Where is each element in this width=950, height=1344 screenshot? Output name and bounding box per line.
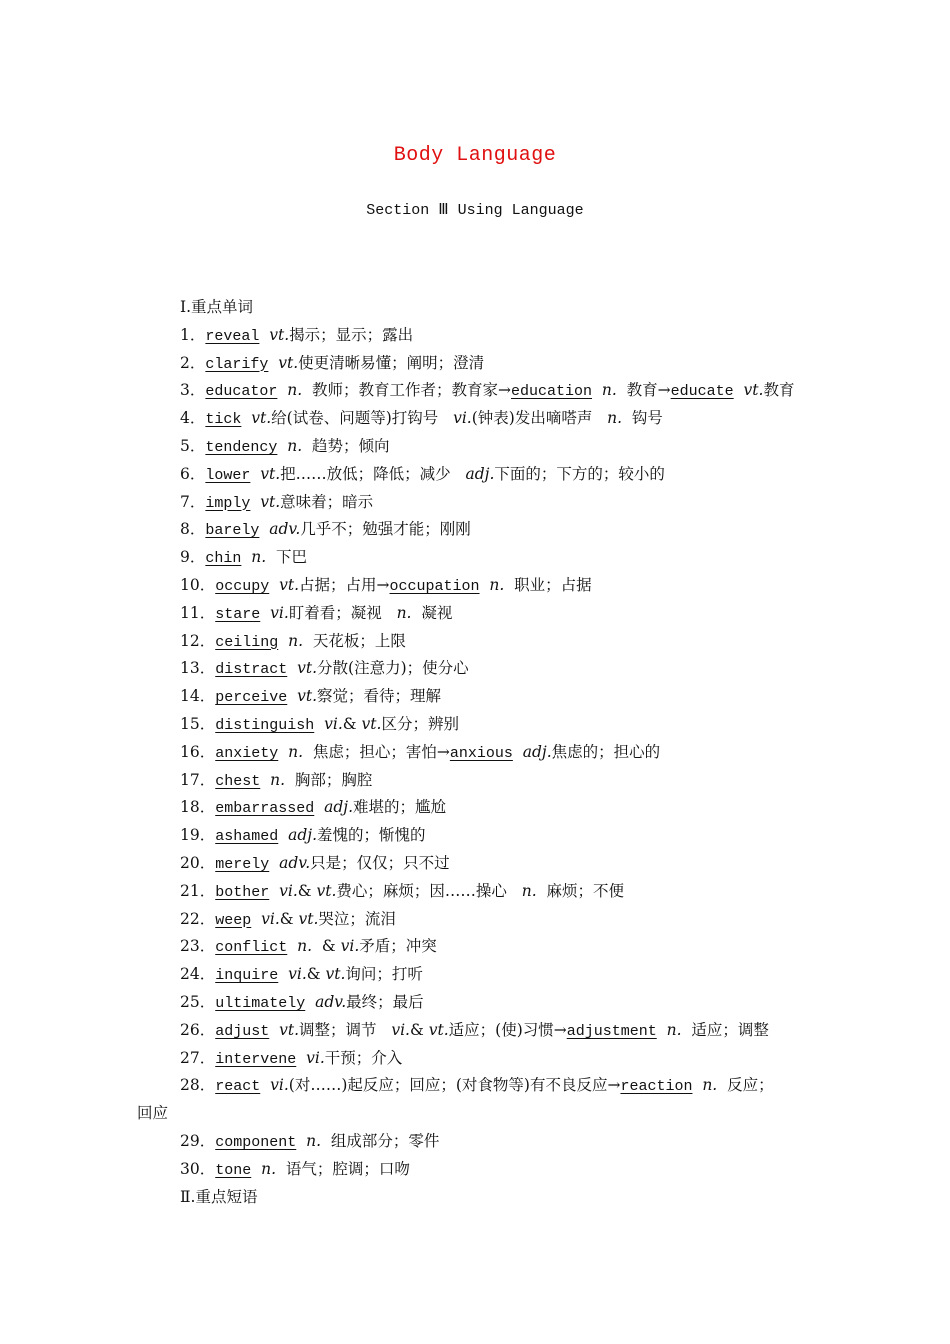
part-of-speech: adj. xyxy=(288,826,318,845)
vocab-word: distinguish xyxy=(215,716,315,734)
definition-text xyxy=(296,1049,306,1067)
part-of-speech: vt. xyxy=(278,353,299,372)
entry-number: 28． xyxy=(180,1076,216,1095)
definition-text: 适应；调整 xyxy=(681,1020,769,1039)
part-of-speech: adj. xyxy=(324,798,354,817)
part-of-speech: adv. xyxy=(315,992,347,1011)
definition-text: 胸部；胸腔 xyxy=(285,770,373,789)
part-of-speech: vi. xyxy=(270,603,289,622)
part-of-speech: adv. xyxy=(279,853,311,872)
definition-text: 羞愧的；惭愧的 xyxy=(317,826,426,845)
part-of-speech: n. xyxy=(607,409,623,428)
part-of-speech: vt. xyxy=(297,659,318,678)
definition-text xyxy=(314,798,324,816)
definition-text xyxy=(278,632,288,650)
entry-number: 13． xyxy=(180,659,216,678)
entry-continuation: 回应 xyxy=(137,1104,169,1123)
vocab-entry xyxy=(180,489,820,517)
vocab-word: ceiling xyxy=(215,633,279,651)
definition-text xyxy=(592,381,602,399)
part-of-speech: n. xyxy=(288,742,304,761)
vocab-entry xyxy=(180,878,820,906)
part-of-speech: vi. xyxy=(340,937,360,956)
entry-number: 25． xyxy=(180,992,216,1011)
vocab-entry xyxy=(180,711,820,739)
part-of-speech: adj. xyxy=(465,464,495,483)
part-of-speech: vt. xyxy=(428,1020,449,1039)
definition-text xyxy=(278,965,288,983)
vocab-word: educate xyxy=(670,383,734,401)
vocab-entry xyxy=(180,906,820,934)
vocab-entry xyxy=(180,377,820,405)
definition-text xyxy=(259,520,269,538)
part-of-speech: n. xyxy=(601,381,617,400)
definition-text: 适应；(使)习惯→ xyxy=(448,1020,567,1039)
vocab-word: tone xyxy=(215,1161,252,1179)
part-of-speech: adv. xyxy=(269,520,301,539)
definition-text xyxy=(287,937,297,955)
definition-text xyxy=(260,1076,270,1094)
part-of-speech: n. xyxy=(396,603,412,622)
entry-number: 3． xyxy=(180,381,206,400)
definition-text: 麻烦；不便 xyxy=(536,881,624,900)
part-of-speech: vt. xyxy=(325,965,346,984)
part-of-speech: vt. xyxy=(251,409,272,428)
part-of-speech: vi. xyxy=(288,965,307,984)
vocab-entry xyxy=(180,350,820,378)
section-heading-key-phrases: Ⅱ.重点短语 xyxy=(180,1187,258,1206)
vocab-entry xyxy=(180,989,820,1017)
definition-text: 给(试卷、问题等)打钩号 xyxy=(271,409,454,428)
vocab-word: occupation xyxy=(389,577,480,595)
definition-text xyxy=(734,381,744,399)
vocab-word: embarrassed xyxy=(215,800,315,818)
entry-number: 6． xyxy=(180,464,206,483)
part-of-speech: vt. xyxy=(298,909,319,928)
definition-text xyxy=(260,771,270,789)
vocab-entry xyxy=(180,516,820,544)
entry-number: 16． xyxy=(180,742,216,761)
part-of-speech: n. xyxy=(270,770,286,789)
definition-text xyxy=(241,548,251,566)
part-of-speech: n. xyxy=(702,1076,718,1095)
part-of-speech: vi. xyxy=(261,909,280,928)
part-of-speech: vt. xyxy=(279,575,300,594)
definition-text: 干预；介入 xyxy=(324,1048,403,1067)
definition-text: & xyxy=(279,909,299,928)
vocab-word: adjustment xyxy=(566,1022,657,1040)
part-of-speech: n. xyxy=(297,937,313,956)
vocab-word: barely xyxy=(205,522,260,540)
definition-text: 焦虑的；担心的 xyxy=(551,742,661,761)
vocab-word: education xyxy=(511,383,593,401)
entry-number: 30． xyxy=(180,1159,216,1178)
entry-number: 22． xyxy=(180,909,216,928)
definition-text xyxy=(250,465,260,483)
part-of-speech: vi. xyxy=(306,1048,325,1067)
entry-number: 24． xyxy=(180,965,216,984)
part-of-speech: vt. xyxy=(260,464,281,483)
vocab-entry xyxy=(180,822,820,850)
entry-number: 5． xyxy=(180,436,206,455)
definition-text xyxy=(269,882,279,900)
definition-text: (钟表)发出嘀嗒声 xyxy=(471,409,608,428)
definition-text xyxy=(287,687,297,705)
part-of-speech: n. xyxy=(288,631,304,650)
part-of-speech: vt. xyxy=(743,381,764,400)
vocab-word: weep xyxy=(215,911,252,929)
definition-text: 焦虑；担心；害怕→ xyxy=(303,742,450,761)
entry-number: 2． xyxy=(180,353,206,372)
vocab-word: chest xyxy=(215,772,261,790)
definition-text: 趋势；倾向 xyxy=(302,436,390,455)
part-of-speech: vt. xyxy=(279,1020,300,1039)
definition-text: 语气；腔调；口吻 xyxy=(276,1159,410,1178)
section-heading-key-words: Ⅰ.重点单词 xyxy=(180,298,254,316)
vocab-word: intervene xyxy=(215,1050,297,1068)
vocab-word: merely xyxy=(215,855,270,873)
vocab-word: lower xyxy=(205,466,251,484)
vocab-word: occupy xyxy=(215,577,270,595)
vocab-word: stare xyxy=(215,605,261,623)
definition-text: 难堪的；尴尬 xyxy=(353,798,447,817)
vocab-entry xyxy=(180,1128,820,1156)
vocab-entry xyxy=(180,655,820,683)
part-of-speech: vi. xyxy=(391,1020,410,1039)
definition-text: 下面的；下方的；较小的 xyxy=(494,464,665,483)
part-of-speech: vt. xyxy=(269,325,290,344)
vocab-word: reveal xyxy=(205,327,260,345)
definition-text: & xyxy=(342,714,362,733)
vocab-entry xyxy=(180,433,820,461)
part-of-speech: n. xyxy=(287,381,303,400)
entry-number: 21． xyxy=(180,881,216,900)
definition-text: 矛盾；冲突 xyxy=(359,937,437,956)
entry-number: 11． xyxy=(180,603,216,622)
definition-text xyxy=(269,1021,279,1039)
definition-text: 反应； xyxy=(717,1076,774,1095)
definition-text: 下巴 xyxy=(266,548,308,567)
vocab-word: bother xyxy=(215,883,270,901)
definition-text: 最终；最后 xyxy=(346,992,424,1011)
entry-number: 15． xyxy=(180,714,216,733)
entry-number: 12． xyxy=(180,631,216,650)
definition-text xyxy=(278,743,288,761)
entry-number: 19． xyxy=(180,826,216,845)
definition-text xyxy=(241,409,251,427)
entry-number: 14． xyxy=(180,687,216,706)
definition-text xyxy=(260,604,270,622)
definition-text: 调整；调节 xyxy=(299,1020,392,1039)
definition-text xyxy=(250,493,260,511)
definition-text: 几乎不；勉强才能；刚刚 xyxy=(300,520,471,539)
vocab-word: educator xyxy=(205,383,278,401)
definition-text: 只是；仅仅；只不过 xyxy=(310,853,450,872)
vocab-entry xyxy=(180,572,820,600)
part-of-speech: vt. xyxy=(260,492,281,511)
part-of-speech: vt. xyxy=(297,687,318,706)
vocab-word: component xyxy=(215,1133,297,1151)
vocab-entry xyxy=(180,1045,820,1073)
vocab-entry xyxy=(180,1017,820,1045)
part-of-speech: vt. xyxy=(361,714,382,733)
definition-text: 组成部分；零件 xyxy=(321,1131,440,1150)
vocab-entry xyxy=(180,600,820,628)
entry-number: 10． xyxy=(180,575,216,594)
vocab-entry xyxy=(180,628,820,656)
part-of-speech: n. xyxy=(306,1131,322,1150)
vocab-word: distract xyxy=(215,661,288,679)
part-of-speech: n. xyxy=(261,1159,277,1178)
vocab-entry xyxy=(180,767,820,795)
vocab-entry xyxy=(180,461,820,489)
definition-text: (对……)起反应；回应；(对食物等)有不良反应→ xyxy=(288,1076,621,1095)
entry-number: 7． xyxy=(180,492,206,511)
definition-text: 哭泣；流泪 xyxy=(318,909,396,928)
definition-text xyxy=(692,1076,702,1094)
definition-text xyxy=(259,326,269,344)
part-of-speech: vt. xyxy=(316,881,337,900)
definition-text xyxy=(268,354,278,372)
definition-text xyxy=(296,1132,306,1150)
vocab-entry xyxy=(180,322,820,350)
definition-text: 教育→ xyxy=(616,381,671,400)
part-of-speech: vi. xyxy=(279,881,298,900)
entry-number: 8． xyxy=(180,520,206,539)
vocab-entry xyxy=(180,794,820,822)
vocab-word: anxiety xyxy=(215,744,279,762)
vocab-entry xyxy=(180,933,820,961)
part-of-speech: adj. xyxy=(522,742,552,761)
entry-number: 18． xyxy=(180,798,216,817)
vocab-entry xyxy=(180,1072,820,1100)
vocab-word: ultimately xyxy=(215,994,306,1012)
part-of-speech: n. xyxy=(521,881,537,900)
entry-number: 9． xyxy=(180,548,206,567)
definition-text: 凝视 xyxy=(411,603,453,622)
vocab-word: imply xyxy=(205,494,251,512)
definition-text xyxy=(287,659,297,677)
definition-text xyxy=(657,1021,667,1039)
part-of-speech: vi. xyxy=(324,714,343,733)
definition-text: 盯着看；凝视 xyxy=(288,603,397,622)
definition-text: & xyxy=(306,965,326,984)
definition-text xyxy=(314,715,324,733)
vocab-word: clarify xyxy=(205,355,269,373)
vocab-word: chin xyxy=(205,550,242,568)
part-of-speech: n. xyxy=(287,436,303,455)
definition-text: 天花板；上限 xyxy=(303,631,406,650)
entry-number: 4． xyxy=(180,409,206,428)
definition-text: 职业；占据 xyxy=(504,575,592,594)
definition-text xyxy=(269,576,279,594)
vocab-entry xyxy=(180,850,820,878)
definition-text xyxy=(251,910,261,928)
vocab-word: tick xyxy=(205,411,242,429)
vocab-word: reaction xyxy=(620,1078,693,1096)
vocab-word: react xyxy=(215,1078,261,1096)
definition-text: & xyxy=(312,937,341,956)
vocab-word: perceive xyxy=(215,689,288,707)
vocab-entry xyxy=(180,683,820,711)
definition-text xyxy=(251,1160,261,1178)
definition-text: 费心；麻烦；因……操心 xyxy=(336,881,522,900)
vocab-word: ashamed xyxy=(215,828,279,846)
entry-number: 1． xyxy=(180,325,206,344)
definition-text xyxy=(278,826,288,844)
definition-text: & xyxy=(409,1020,429,1039)
definition-text: 意味着；暗示 xyxy=(280,492,374,511)
definition-text: 询问；打听 xyxy=(345,965,423,984)
vocab-entry xyxy=(180,1156,820,1184)
definition-text: 教育 xyxy=(763,381,795,400)
entry-number: 20． xyxy=(180,853,216,872)
vocab-word: conflict xyxy=(215,939,288,957)
definition-text: & xyxy=(297,881,317,900)
page-title: Body Language xyxy=(393,144,557,167)
entry-number: 27． xyxy=(180,1048,216,1067)
definition-text xyxy=(277,437,287,455)
part-of-speech: vi. xyxy=(270,1076,289,1095)
part-of-speech: n. xyxy=(251,548,267,567)
vocab-word: inquire xyxy=(215,967,279,985)
entry-list xyxy=(137,322,820,1184)
definition-text: 钩号 xyxy=(622,409,663,428)
definition-text: 教师；教育工作者；教育家→ xyxy=(302,381,512,400)
definition-text xyxy=(269,854,279,872)
definition-text: 揭示；显示；露出 xyxy=(289,325,414,344)
entry-number: 26． xyxy=(180,1020,216,1039)
definition-text xyxy=(513,743,523,761)
definition-text: 占据；占用→ xyxy=(299,575,390,594)
definition-text: 区分；辨别 xyxy=(381,714,459,733)
definition-text xyxy=(305,993,315,1011)
part-of-speech: vi. xyxy=(453,409,472,428)
entry-number: 23． xyxy=(180,937,216,956)
vocab-entry xyxy=(180,544,820,572)
definition-text: 把……放低；降低；减少 xyxy=(280,464,466,483)
definition-text: 分散(注意力)；使分心 xyxy=(317,659,469,678)
entry-number: 29． xyxy=(180,1131,216,1150)
definition-text xyxy=(480,576,490,594)
vocab-word: adjust xyxy=(215,1022,270,1040)
definition-text: 察觉；看待；理解 xyxy=(317,687,442,706)
section-subtitle: Section Ⅲ Using Language xyxy=(366,202,584,219)
vocabulary-list xyxy=(137,294,820,1211)
entry-number: 17． xyxy=(180,770,216,789)
vocab-entry xyxy=(180,405,820,433)
vocab-entry xyxy=(180,961,820,989)
vocab-entry xyxy=(180,739,820,767)
vocab-word: tendency xyxy=(205,438,278,456)
definition-text xyxy=(277,381,287,399)
part-of-speech: n. xyxy=(666,1020,682,1039)
vocab-word: anxious xyxy=(449,744,513,762)
part-of-speech: n. xyxy=(489,575,505,594)
definition-text: 使更清晰易懂；阐明；澄清 xyxy=(298,353,485,372)
